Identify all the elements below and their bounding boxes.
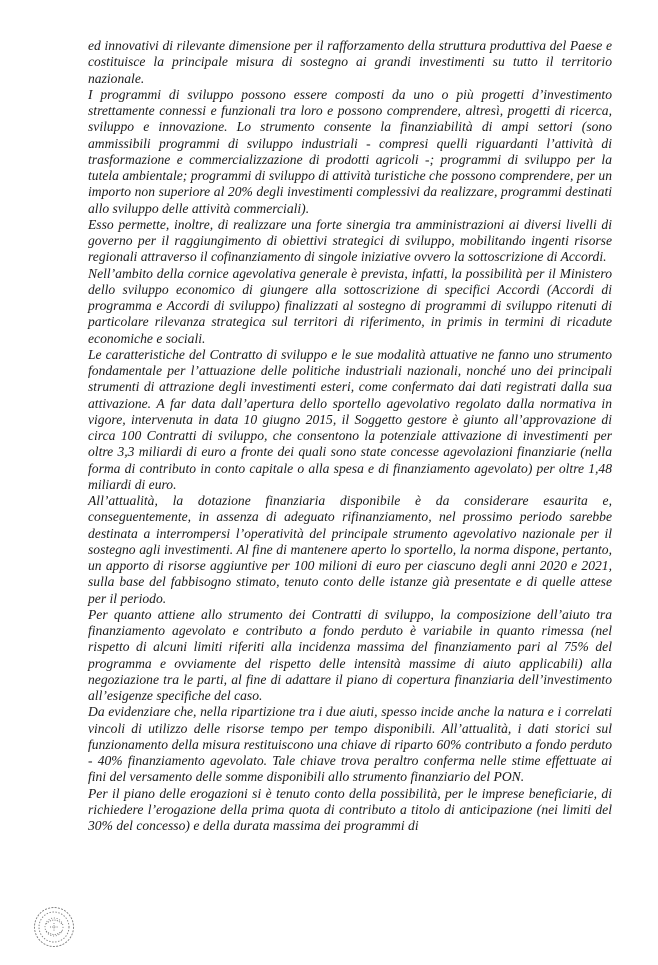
paragraph: ed innovativi di rilevante dimensione per il rafforzamento della struttura produttiva del Paese e costituisce la principale misura di sostegno ai grandi investimenti su tutto il territorio nazionale. bbox=[88, 38, 612, 86]
paragraph: Esso permette, inoltre, di realizzare una forte sinergia tra amministrazioni ai diversi livelli di governo per il raggiungimento di obiettivi strategici di sviluppo, mobilitando ingenti risorse regionali attraverso il cofinanziamento di singole iniziative ovvero la sottoscrizione di Accordi. bbox=[88, 216, 612, 265]
paragraph: Per il piano delle erogazioni si è tenuto conto della possibilità, per le imprese beneficiarie, di richiedere l’erogazione della prima quota di contributo a titolo di anticipazione (nei limiti del 30% del concesso) e della durata massima dei programmi di bbox=[88, 785, 612, 833]
official-stamp-seal bbox=[33, 906, 75, 948]
paragraph: Per quanto attiene allo strumento dei Contratti di sviluppo, la composizione dell’aiuto tra finanziamento agevolato e contributo a fondo perduto è variabile in quanto rimessa (nel rispetto di alcuni limiti riferiti alla incidenza massima del finanziamento pari al 75% del programma e ovviamente del rispetto delle intensità massime di aiuto applicabili) alla negoziazione tra le parti, al fine di adattare il piano di copertura finanziaria dell’investimento all’esigenze specifiche del caso. bbox=[88, 606, 612, 703]
paragraph: I programmi di sviluppo possono essere composti da uno o più progetti d’investimento strettamente connessi e funzionali tra loro e possono comprendere, altresì, progetti di ricerca, sviluppo e innovazione. Lo strumento consente la finanziabilità di ampi settori (sono ammissibili programmi di sviluppo industriali - compresi quelli riguardanti l’attività di trasformazione e commercializzazione di prodotti agricoli -; programmi di sviluppo per la tutela ambientale; programmi di sviluppo di attività turistiche che possono comprendere, per un importo non superiore al 20% degli investimenti complessivi da realizzare, programmi destinati allo sviluppo delle attività commerciali). bbox=[88, 86, 612, 216]
document-body bbox=[88, 38, 612, 834]
paragraph: Nell’ambito della cornice agevolativa generale è prevista, infatti, la possibilità per il Ministero dello sviluppo economico di giungere alla sottoscrizione di specifici Accordi (Accordi di programma e Accordi di sviluppo) finalizzati al sostegno di programmi di sviluppo ritenuti di particolare rilevanza strategica sul territori di riferimento, in primis in termini di ricadute economiche e sociali. bbox=[88, 265, 612, 346]
paragraph: All’attualità, la dotazione finanziaria disponibile è da considerare esaurita e, conseguentemente, in assenza di adeguato rifinanziamento, nel prossimo periodo sarebbe destinata a interrompersi l’operatività del principale strumento agevolativo nazionale per il sostegno agli investimenti. Al fine di mantenere aperto lo sportello, la norma dispone, pertanto, un apporto di risorse aggiuntive per 100 milioni di euro per ciascuno degli anni 2020 e 2021, sulla base del fabbisogno stimato, tenuto conto delle istanze già presentate e di quelle attese per il periodo. bbox=[88, 493, 612, 606]
paragraph: Da evidenziare che, nella ripartizione tra i due aiuti, spesso incide anche la natura e i correlati vincoli di utilizzo delle risorse tempo per tempo disponibili. All’attualità, i dati storici sul funzionamento della misura restituiscono una chiave di riparto 60% contributo a fondo perduto - 40% finanziamento agevolato. Tale chiave trova peraltro conferma nelle stime effettuate ai fini del versamento delle somme disponibili allo strumento finanziario del PON. bbox=[88, 704, 612, 785]
paragraph: Le caratteristiche del Contratto di sviluppo e le sue modalità attuative ne fanno uno strumento fondamentale per l’attuazione delle politiche industriali nazionali, nonché uno dei principali strumenti di attrazione degli investimenti esteri, come confermato dai dati registrati dalla sua attivazione. A far data dall’apertura dello sportello agevolativo regolato dalla normativa in vigore, intervenuta in data 10 giugno 2015, il Soggetto gestore è giunto all’approvazione di circa 100 Contratti di sviluppo, che consentono la potenziale attivazione di investimenti per oltre 3,3 miliardi di euro a fronte dei quali sono state concesse agevolazioni finanziarie (nella forma di contributo in conto capitale o alla spesa e di finanziamento agevolato) per oltre 1,48 miliardi di euro. bbox=[88, 346, 612, 492]
